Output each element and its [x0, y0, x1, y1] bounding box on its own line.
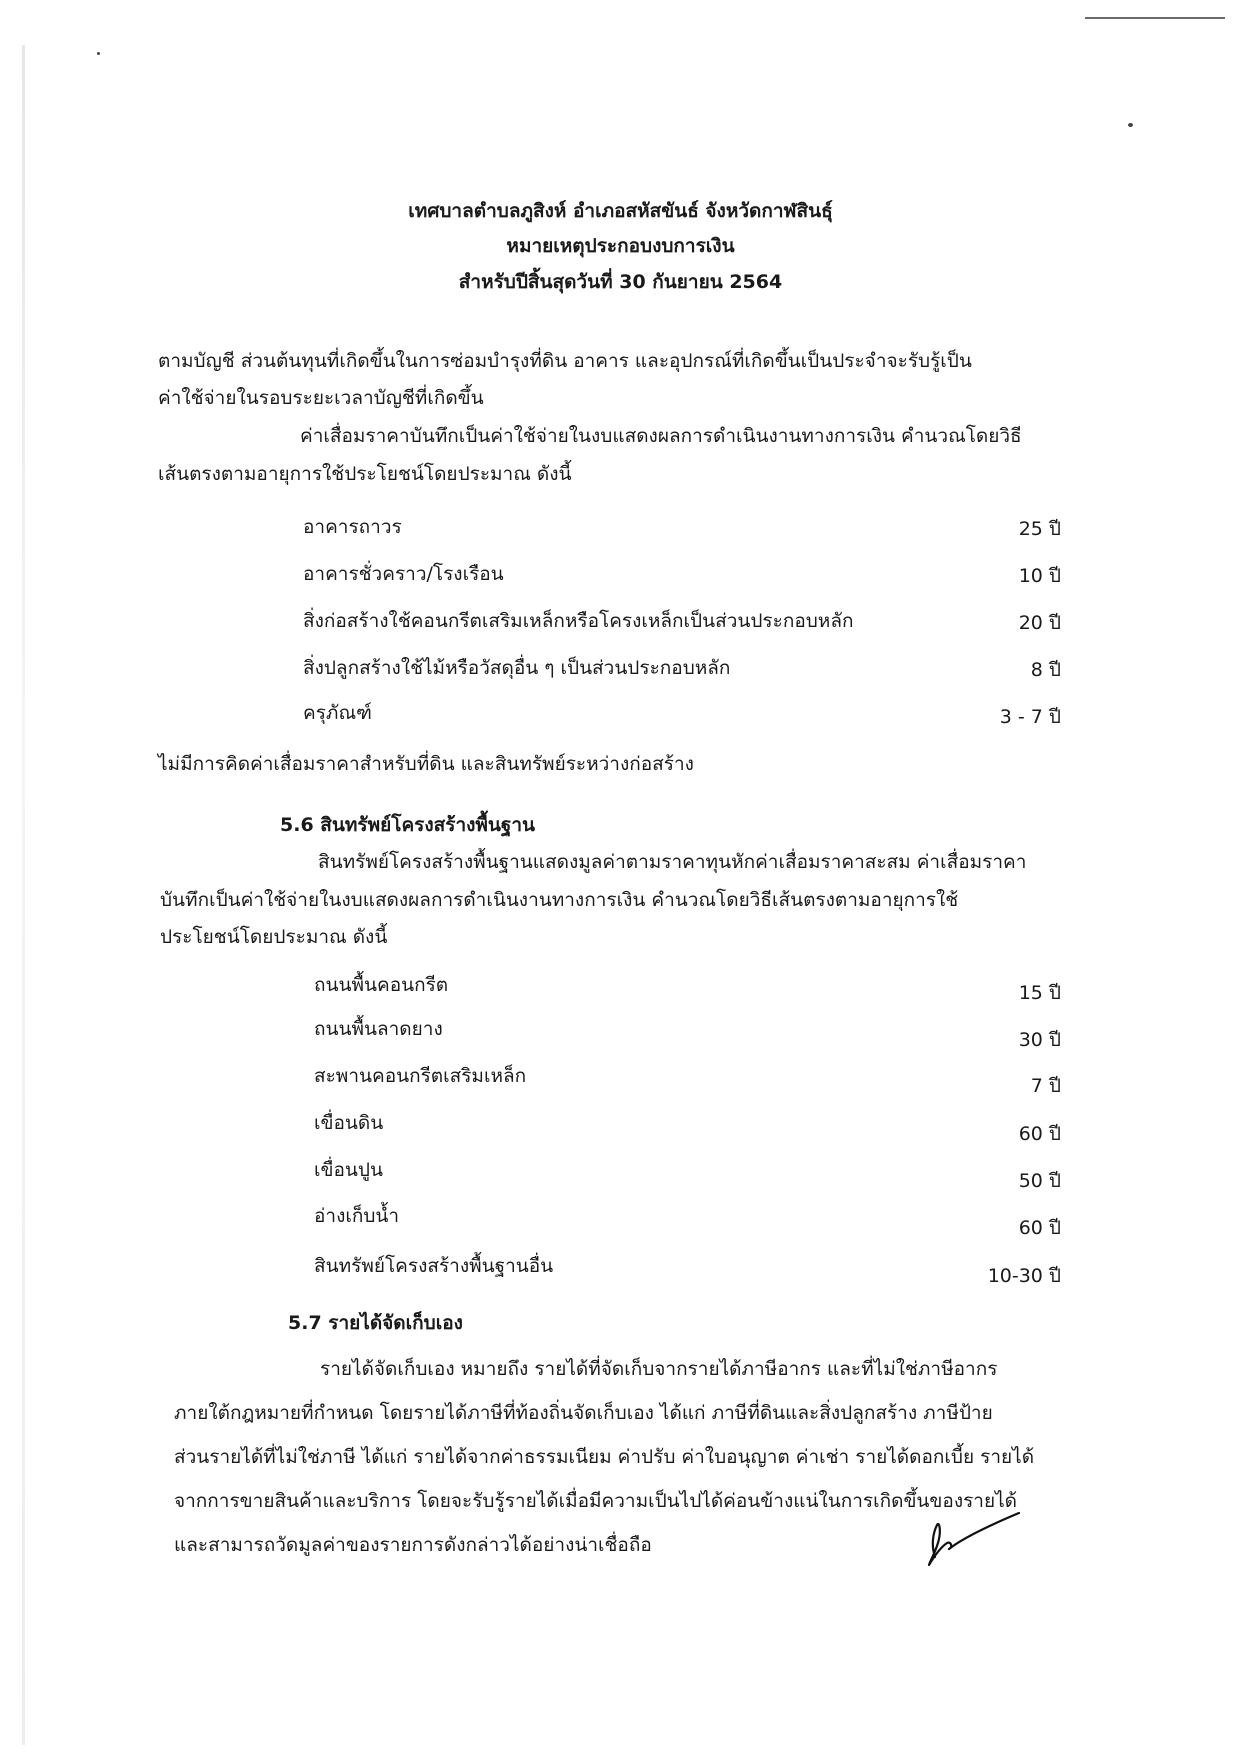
asset-life-label: อาคารถาวร [303, 516, 402, 538]
intro-line-4: เส้นตรงตามอายุการใช้ประโยชน์โดยประมาณ ดังนี้ [158, 463, 572, 485]
header-title: หมายเหตุประกอบงบการเงิน [506, 235, 735, 257]
infra-life-label: สินทรัพย์โครงสร้างพื้นฐานอื่น [314, 1255, 554, 1277]
section-5-7-line-5: และสามารถวัดมูลค่าของรายการดังกล่าวได้อย่างน่าเชื่อถือ [174, 1534, 652, 1556]
section-5-6-line-2: บันทึกเป็นค่าใช้จ่ายในงบแสดงผลการดำเนินงานทางการเงิน คำนวณโดยวิธีเส้นตรงตามอายุการใช้ [160, 889, 959, 911]
infra-life-label: เขื่อนดิน [314, 1112, 384, 1134]
asset-life-label: สิ่งปลูกสร้างใช้ไม้หรือวัสดุอื่น ๆ เป็นส่วนประกอบหลัก [303, 657, 731, 679]
infra-life-value: 7 ปี [1030, 1075, 1061, 1097]
scan-speck [1128, 123, 1133, 127]
asset-life-value: 20 ปี [1018, 612, 1061, 634]
scan-speck [97, 52, 100, 55]
infra-life-value: 60 ปี [1018, 1217, 1061, 1239]
section-5-7-line-4: จากการขายสินค้าและบริการ โดยจะรับรู้รายได้เมื่อมีความเป็นไปได้ค่อนข้างแน่ในการเกิดขึ้นของรายได้ [174, 1490, 1017, 1512]
infra-life-value: 15 ปี [1018, 982, 1061, 1004]
section-5-7-heading: 5.7 รายได้จัดเก็บเอง [288, 1312, 463, 1334]
infra-life-value: 10-30 ปี [987, 1265, 1061, 1287]
no-depreciation-note: ไม่มีการคิดค่าเสื่อมราคาสำหรับที่ดิน และสินทรัพย์ระหว่างก่อสร้าง [158, 753, 694, 775]
header-period: สำหรับปีสิ้นสุดวันที่ 30 กันยายน 2564 [458, 271, 783, 293]
asset-life-value: 25 ปี [1018, 518, 1061, 540]
asset-life-value: 10 ปี [1018, 565, 1061, 587]
asset-life-value: 3 - 7 ปี [999, 706, 1061, 728]
asset-life-label: ครุภัณฑ์ [303, 702, 372, 724]
asset-life-value: 8 ปี [1030, 659, 1061, 681]
section-5-6-line-1: สินทรัพย์โครงสร้างพื้นฐานแสดงมูลค่าตามราคาทุนหักค่าเสื่อมราคาสะสม ค่าเสื่อมราคา [318, 851, 1027, 873]
infra-life-value: 50 ปี [1018, 1170, 1061, 1192]
infra-life-label: อ่างเก็บน้ำ [314, 1205, 400, 1227]
intro-line-3: ค่าเสื่อมราคาบันทึกเป็นค่าใช้จ่ายในงบแสดงผลการดำเนินงานทางการเงิน คำนวณโดยวิธี [300, 425, 1022, 447]
intro-line-1: ตามบัญชี ส่วนต้นทุนที่เกิดขึ้นในการซ่อมบำรุงที่ดิน อาคาร และอุปกรณ์ที่เกิดขึ้นเป็นประจำจะรับรู้เป็น [158, 350, 972, 372]
section-5-6-line-3: ประโยชน์โดยประมาณ ดังนี้ [160, 926, 388, 948]
asset-life-label: สิ่งก่อสร้างใช้คอนกรีตเสริมเหล็กหรือโครงเหล็กเป็นส่วนประกอบหลัก [303, 610, 854, 632]
signature-initials [915, 1495, 1025, 1570]
scan-edge-line [1085, 17, 1225, 19]
section-5-7-line-2: ภายใต้กฎหมายที่กำหนด โดยรายได้ภาษีที่ท้องถิ่นจัดเก็บเอง ได้แก่ ภาษีที่ดินและสิ่งปลูกสร้าง ภาษีป้าย [174, 1402, 993, 1424]
intro-line-2: ค่าใช้จ่ายในรอบระยะเวลาบัญชีที่เกิดขึ้น [158, 387, 484, 409]
section-5-7-line-1: รายได้จัดเก็บเอง หมายถึง รายได้ที่จัดเก็บจากรายได้ภาษีอากร และที่ไม่ใช่ภาษีอากร [320, 1358, 998, 1380]
infra-life-label: สะพานคอนกรีตเสริมเหล็ก [314, 1065, 527, 1087]
scan-edge-shadow [22, 45, 25, 1745]
section-5-6-heading: 5.6 สินทรัพย์โครงสร้างพื้นฐาน [280, 814, 536, 836]
infra-life-value: 60 ปี [1018, 1123, 1061, 1145]
section-5-7-line-3: ส่วนรายได้ที่ไม่ใช่ภาษี ได้แก่ รายได้จากค่าธรรมเนียม ค่าปรับ ค่าใบอนุญาต ค่าเช่า รายได้ดอกเบี้ย รายได้ [174, 1446, 1035, 1468]
infra-life-value: 30 ปี [1018, 1029, 1061, 1051]
infra-life-label: ถนนพื้นลาดยาง [314, 1018, 443, 1040]
infra-life-label: เขื่อนปูน [314, 1159, 383, 1181]
infra-life-label: ถนนพื้นคอนกรีต [314, 974, 449, 996]
header-org: เทศบาลตำบลภูสิงห์ อำเภอสหัสขันธ์ จังหวัดกาฬสินธุ์ [408, 200, 833, 222]
asset-life-label: อาคารชั่วคราว/โรงเรือน [303, 563, 504, 585]
